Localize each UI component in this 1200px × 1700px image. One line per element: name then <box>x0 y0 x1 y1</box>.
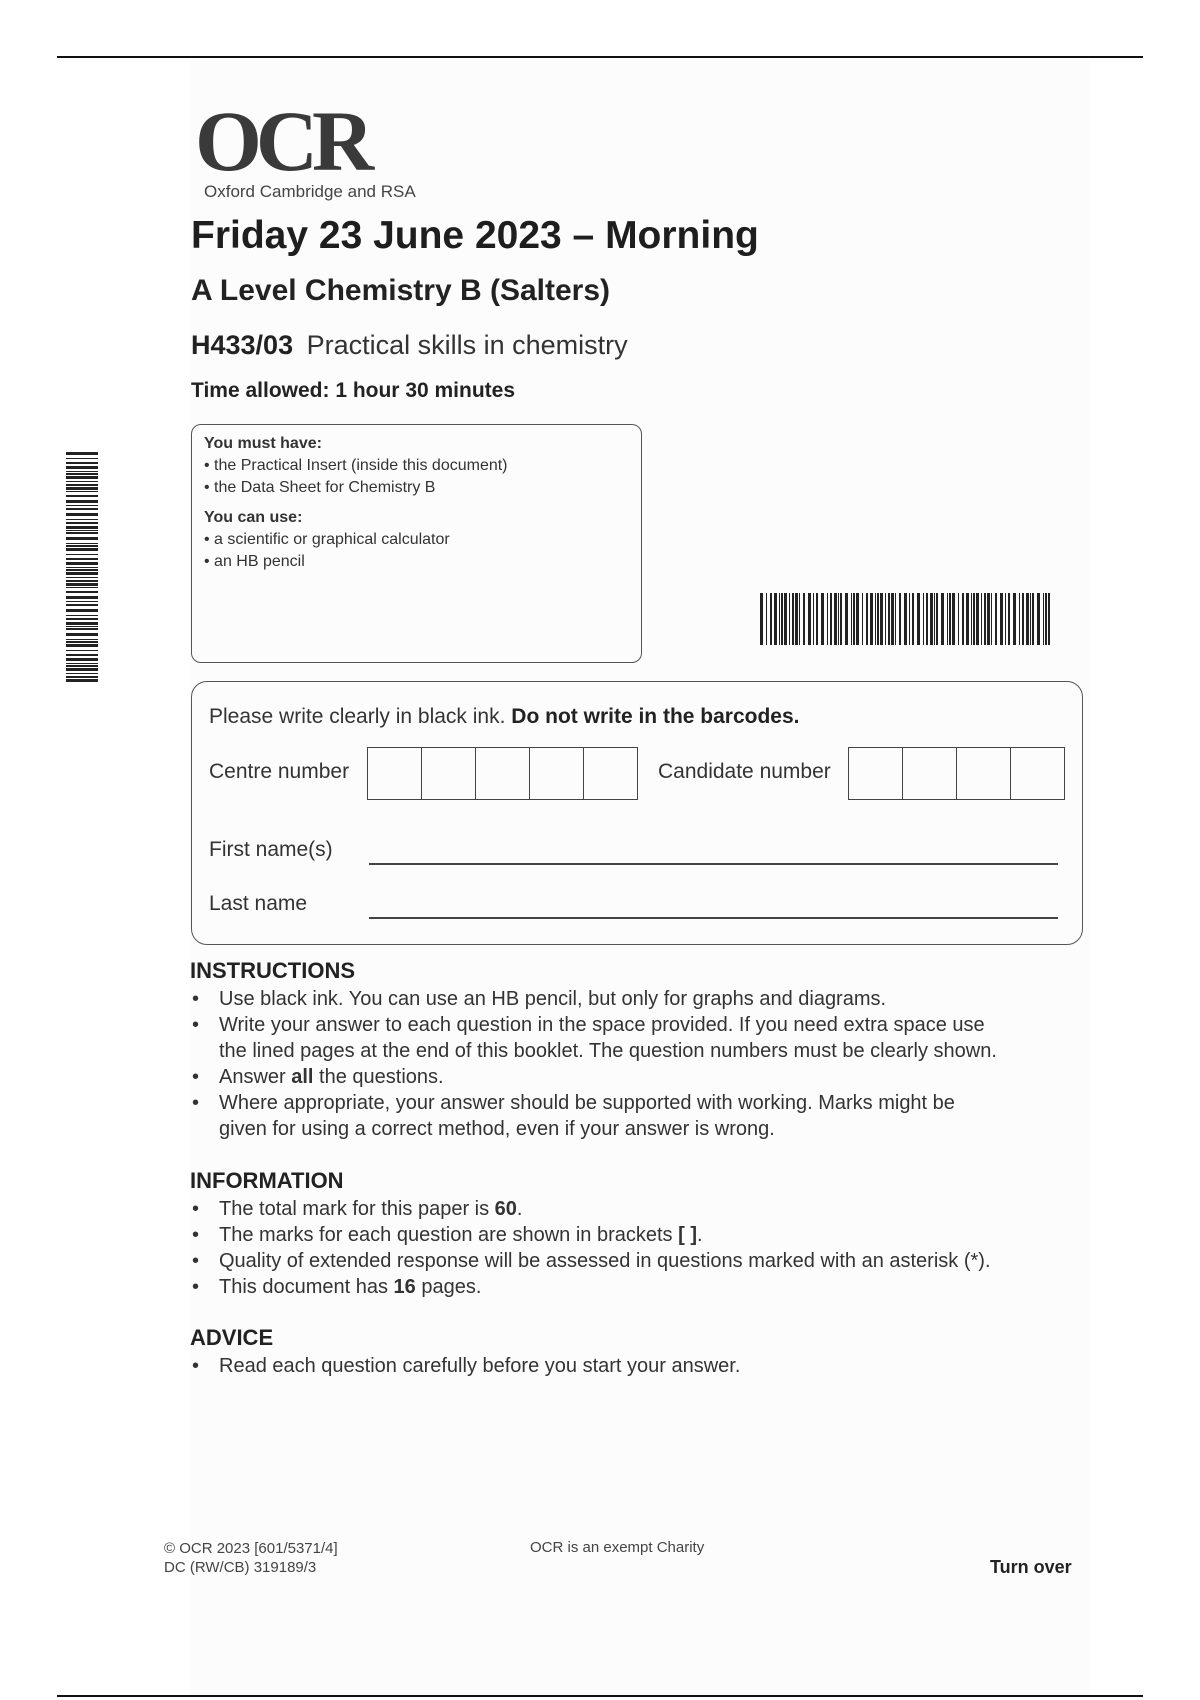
form-note: Please write clearly in black ink. Do not write in the barcodes. <box>209 705 800 728</box>
barcode-bar <box>958 593 959 645</box>
instructions-heading: INSTRUCTIONS <box>190 958 355 983</box>
barcode-bar <box>66 508 98 510</box>
barcode-bar <box>66 567 98 568</box>
barcode-bar <box>838 593 839 645</box>
barcode-bar <box>856 593 859 645</box>
copyright-text: © OCR 2023 [601/5371/4] <box>164 1540 338 1557</box>
barcode-bar <box>899 593 901 645</box>
barcode-bar <box>895 593 896 645</box>
barcode-bar <box>66 650 98 651</box>
barcode-bar <box>66 548 98 551</box>
barcode-bar <box>830 593 832 645</box>
barcode-bar <box>66 569 98 571</box>
barcode-bar <box>885 593 886 645</box>
barcode-bar <box>845 593 848 645</box>
barcode-bar <box>66 537 98 540</box>
barcode-bar <box>888 593 890 645</box>
barcode-bar <box>66 622 98 625</box>
barcode-bar <box>880 593 883 645</box>
barcode-bar <box>930 593 933 645</box>
barcode-bar <box>66 505 98 506</box>
instruction-item: • Use black ink. You can use an HB pencil, but only for graphs and diagrams. <box>192 988 887 1010</box>
barcode-bar <box>987 593 990 645</box>
barcode-bar <box>1043 593 1044 645</box>
instruction-item: • Answer all the questions. <box>192 1066 444 1088</box>
ocr-logo <box>195 93 416 202</box>
barcode-bar <box>66 604 98 606</box>
barcode-bar <box>66 562 98 565</box>
barcode-bar <box>66 601 98 602</box>
requirements-box <box>191 424 642 663</box>
barcode-bar <box>774 593 777 645</box>
information-item: • The marks for each question are shown in brackets [ ]. <box>192 1224 703 1246</box>
barcode-bar <box>827 593 828 645</box>
barcode-bar <box>962 593 964 645</box>
centre-digit-box[interactable] <box>584 748 637 799</box>
centre-digit-box[interactable] <box>368 748 422 799</box>
barcode-bar <box>795 593 798 645</box>
instructions-section <box>190 958 997 1142</box>
barcode-bar <box>784 593 787 645</box>
time-allowed: Time allowed: 1 hour 30 minutes <box>191 379 516 402</box>
first-name-line[interactable] <box>369 863 1058 865</box>
barcode-bar <box>66 639 98 640</box>
barcode-bar <box>1048 593 1050 645</box>
barcode-bar <box>789 593 790 645</box>
barcode-bar <box>821 593 824 645</box>
bottom-rule <box>57 1695 1143 1697</box>
barcode-bar <box>973 593 975 645</box>
barcode-bar <box>66 596 98 599</box>
barcode-bar <box>66 668 98 671</box>
candidate-digit-box[interactable] <box>957 748 1011 799</box>
barcode-bar <box>952 593 955 645</box>
barcode-bar <box>984 593 986 645</box>
barcode-bar <box>66 471 98 472</box>
barcode-bar <box>1000 593 1003 645</box>
last-name-line[interactable] <box>369 917 1058 919</box>
barcode-bar <box>870 593 873 645</box>
logo-tagline: Oxford Cambridge and RSA <box>204 182 416 201</box>
barcode-bar <box>770 593 772 645</box>
can-use-item: • a scientific or graphical calculator <box>204 531 450 548</box>
document-ref: DC (RW/CB) 319189/3 <box>164 1559 317 1576</box>
barcode-bar <box>1037 593 1040 645</box>
barcode-bar <box>891 593 894 645</box>
barcode-bar <box>934 593 935 645</box>
barcode-bar <box>66 558 98 560</box>
barcode-bar <box>976 593 979 645</box>
candidate-digit-box[interactable] <box>1011 748 1064 799</box>
candidate-details-form <box>191 681 1083 945</box>
barcode-bar <box>834 593 837 645</box>
barcode-vertical <box>54 452 98 682</box>
barcode-bar <box>1008 593 1010 645</box>
barcode-bar <box>1032 593 1034 645</box>
barcode-bar <box>941 593 944 645</box>
barcode-bar <box>66 679 98 682</box>
barcode-bar <box>866 593 868 645</box>
barcode-bar <box>966 593 969 645</box>
barcode-bar <box>792 593 794 645</box>
barcode-bar <box>66 473 98 475</box>
logo-wordmark: OCR <box>195 93 369 189</box>
footer-left <box>164 1539 338 1577</box>
barcode-bar <box>853 593 855 645</box>
barcode-bar <box>66 462 98 464</box>
barcode-bar <box>947 593 948 645</box>
barcode-bar <box>66 554 98 555</box>
information-item: • The total mark for this paper is 60. <box>192 1198 523 1220</box>
barcode-bar <box>66 545 98 547</box>
information-item: • Quality of extended response will be assessed in questions marked with an asterisk (*). <box>192 1250 991 1272</box>
turn-over-label: Turn over <box>990 1557 1072 1577</box>
barcode-bar <box>816 593 818 645</box>
paper-name: Practical skills in chemistry <box>306 330 628 360</box>
first-name-label: First name(s) <box>209 838 333 861</box>
barcode-bar <box>66 618 98 620</box>
barcode-bar <box>1019 593 1020 645</box>
barcode-bar <box>766 593 767 645</box>
barcode-bar <box>840 593 842 645</box>
candidate-digit-box[interactable] <box>849 748 903 799</box>
barcode-bar <box>1013 593 1016 645</box>
barcode-bar <box>779 593 780 645</box>
barcode-bar <box>66 487 98 490</box>
barcode-bar <box>917 593 920 645</box>
can-use-heading: You can use: <box>204 509 303 526</box>
centre-digit-box[interactable] <box>530 748 584 799</box>
barcode-bar <box>66 626 98 627</box>
must-have-item: • the Practical Insert (inside this document) <box>204 457 508 474</box>
advice-heading: ADVICE <box>190 1325 274 1350</box>
can-use-item: • an HB pencil <box>204 553 305 570</box>
charity-note: OCR is an exempt Charity <box>530 1539 705 1556</box>
barcode-bar <box>66 577 98 578</box>
centre-digit-box[interactable] <box>476 748 530 799</box>
advice-section <box>190 1325 740 1379</box>
centre-number-boxes[interactable] <box>367 747 638 800</box>
instruction-item: • Where appropriate, your answer should be supported with working. Marks might be given for using a correct method, even if your answer is wrong. <box>192 1092 955 1140</box>
barcode-bar <box>1030 593 1031 645</box>
barcode-bar <box>995 593 997 645</box>
barcode-bar <box>66 495 98 497</box>
barcode-bar <box>66 543 98 544</box>
barcode-bar <box>971 593 972 645</box>
barcode-bar <box>1045 593 1047 645</box>
barcode-bar <box>66 572 98 575</box>
barcode-bar <box>66 663 98 664</box>
barcode-bar <box>66 633 98 636</box>
instruction-item: • Write your answer to each question in the space provided. If you need extra space use the lined pages at the end of this booklet. The question numbers must be clearly shown. <box>192 1014 997 1062</box>
barcode-bar <box>781 593 783 645</box>
barcode-bar <box>926 593 928 645</box>
advice-item: • Read each question carefully before you start your answer. <box>192 1355 741 1377</box>
barcode-bar <box>66 658 98 661</box>
barcode-bar <box>66 491 98 492</box>
barcode-bar <box>66 481 98 482</box>
centre-number-label: Centre number <box>209 760 350 783</box>
barcode-bar <box>909 593 910 645</box>
barcode-bar <box>912 593 914 645</box>
barcode-bar <box>875 593 876 645</box>
barcode-bar <box>66 644 98 647</box>
barcode-horizontal <box>760 593 1050 653</box>
barcode-bar <box>66 519 98 520</box>
candidate-number-label: Candidate number <box>658 760 831 783</box>
barcode-bar <box>66 513 98 516</box>
barcode-bar <box>66 583 98 586</box>
barcode-bar <box>877 593 879 645</box>
paper-line <box>191 330 628 361</box>
barcode-bar <box>66 484 98 486</box>
barcode-bar <box>66 466 98 469</box>
barcode-bar <box>862 593 863 645</box>
barcode-bar <box>66 665 98 667</box>
centre-digit-box[interactable] <box>422 748 476 799</box>
barcode-bar <box>799 593 800 645</box>
exam-date-title: Friday 23 June 2023 – Morning <box>191 214 759 257</box>
barcode-bar <box>808 593 811 645</box>
barcode-bar <box>1022 593 1024 645</box>
barcode-bar <box>66 676 98 678</box>
barcode-bar <box>66 609 98 612</box>
barcode-bar <box>66 591 98 593</box>
barcode-bar <box>66 530 98 531</box>
barcode-bar <box>760 593 763 645</box>
information-heading: INFORMATION <box>190 1168 344 1193</box>
must-have-heading: You must have: <box>204 435 322 452</box>
subject-title: A Level Chemistry B (Salters) <box>191 274 611 307</box>
information-section <box>190 1168 991 1300</box>
barcode-bar <box>949 593 951 645</box>
candidate-number-boxes[interactable] <box>848 747 1065 800</box>
barcode-bar <box>923 593 924 645</box>
barcode-bar <box>66 587 98 588</box>
barcode-bar <box>66 615 98 616</box>
barcode-bar <box>66 452 98 455</box>
last-name-label: Last name <box>209 892 308 915</box>
barcode-bar <box>1005 593 1006 645</box>
barcode-bar <box>66 654 98 656</box>
barcode-bar <box>66 476 98 479</box>
barcode-bar <box>66 641 98 643</box>
barcode-bar <box>66 673 98 674</box>
barcode-bar <box>936 593 938 645</box>
barcode-bar <box>991 593 992 645</box>
barcode-bar <box>66 500 98 503</box>
barcode-bar <box>813 593 814 645</box>
barcode-bar <box>904 593 907 645</box>
barcode-bar <box>1026 593 1029 645</box>
barcode-bar <box>66 522 98 524</box>
barcode-bar <box>66 532 98 534</box>
barcode-bar <box>66 526 98 529</box>
top-rule <box>57 56 1143 58</box>
barcode-bar <box>981 593 982 645</box>
barcode-bar <box>851 593 852 645</box>
must-have-item: • the Data Sheet for Chemistry B <box>204 479 436 496</box>
information-item: • This document has 16 pages. <box>192 1276 482 1298</box>
barcode-bar <box>66 458 98 459</box>
candidate-digit-box[interactable] <box>903 748 957 799</box>
barcode-bar <box>66 628 98 630</box>
paper-code: H433/03 <box>191 330 294 360</box>
barcode-bar <box>803 593 805 645</box>
barcode-bar <box>66 580 98 582</box>
